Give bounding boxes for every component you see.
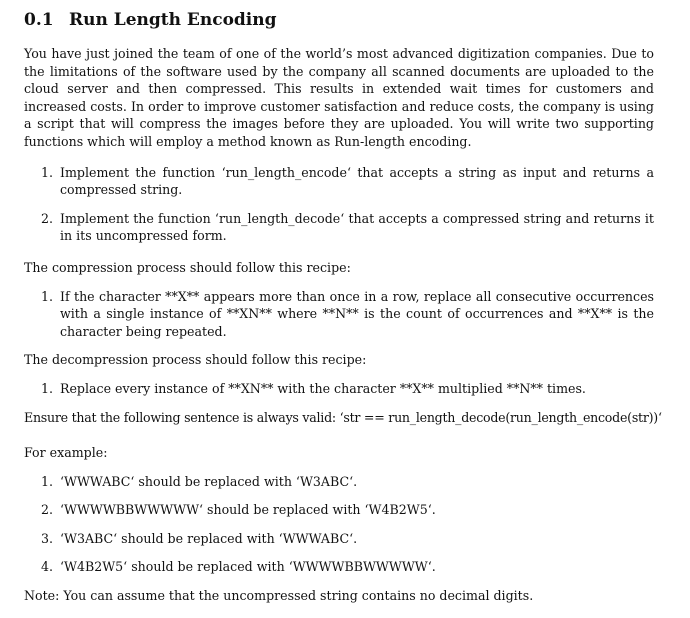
section-number: 0.1	[24, 10, 54, 30]
task-number: 1.	[41, 164, 54, 180]
ensure-sentence: Ensure that the following sentence is always valid: ‘str == run_length_decode(run_length_encode(str))‘	[24, 409, 662, 425]
task-item	[24, 210, 654, 245]
decompression-steps	[24, 380, 654, 398]
example-item	[24, 473, 654, 491]
example-intro: For example:	[24, 445, 108, 461]
task-text: Implement the function ‘run_length_encode‘ that accepts a string as input and returns a compressed string.	[60, 164, 654, 198]
example-text: ‘WWWWBBWWWWW‘ should be replaced with ‘W4B2W5‘.	[60, 502, 436, 518]
example-number: 2.	[41, 502, 54, 518]
example-item	[24, 558, 654, 576]
example-text: ‘WWWABC‘ should be replaced with ‘W3ABC‘.	[60, 473, 358, 489]
section-title: Run Length Encoding	[69, 10, 277, 30]
example-item	[24, 530, 654, 548]
compression-intro: The compression process should follow this recipe:	[24, 259, 351, 275]
task-list	[24, 164, 654, 245]
section-heading	[24, 10, 654, 32]
example-text: ‘W4B2W5‘ should be replaced with ‘WWWWBBWWWWW‘.	[60, 559, 436, 575]
task-number: 2.	[41, 210, 54, 226]
step-text: Replace every instance of **XN** with the character **X** multiplied **N** times.	[60, 380, 586, 396]
decompression-intro: The decompression process should follow this recipe:	[24, 352, 367, 368]
note-paragraph: Note: You can assume that the uncompressed string contains no decimal digits.	[24, 588, 534, 604]
document-page	[24, 10, 662, 605]
step-text: If the character **X** appears more than once in a row, replace all consecutive occurrences with a single instance of **XN** where **N** is the count of occurrences and **X** is the character being repeated.	[60, 288, 654, 339]
compression-steps	[24, 288, 654, 341]
example-text: ‘W3ABC‘ should be replaced with ‘WWWABC‘.	[60, 530, 358, 546]
task-item	[24, 164, 654, 199]
intro-paragraph: You have just joined the team of one of the world’s most advanced digitization companies. Due to the limitations of the software used by the company all scanned documents are uploaded to the cloud server and then compressed. This results in extended wait times for customers and increased costs. In order to improve customer satisfaction and reduce costs, the company is using a script that will compress the images before they are uploaded. You will write two supporting functions which will employ a method known as Run-length encoding.	[24, 46, 654, 149]
example-number: 3.	[41, 530, 54, 546]
task-text: Implement the function ‘run_length_decode‘ that accepts a compressed string and returns it in its uncompressed form.	[60, 210, 654, 244]
step-number: 1.	[41, 380, 54, 396]
compression-step	[24, 288, 654, 341]
example-number: 4.	[41, 559, 54, 575]
decompression-step	[24, 380, 654, 398]
example-list	[24, 473, 654, 576]
example-item	[24, 501, 654, 519]
step-number: 1.	[41, 288, 54, 304]
example-number: 1.	[41, 473, 54, 489]
